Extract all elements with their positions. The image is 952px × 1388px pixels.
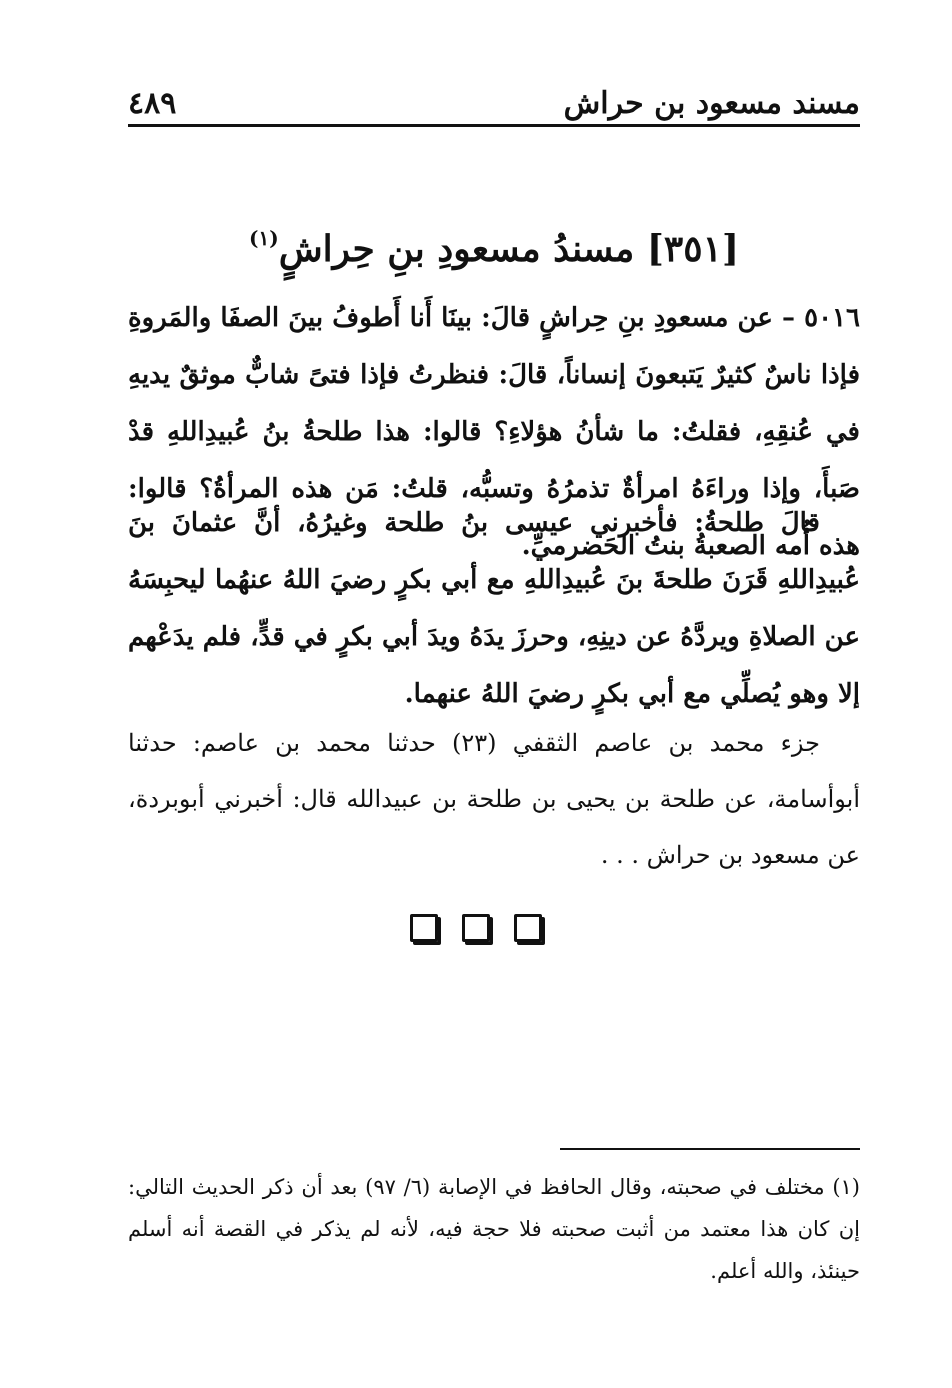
page-number: ٤٨٩ xyxy=(128,86,177,121)
source-paragraph: جزء محمد بن عاصم الثقفي (٢٣) حدثنا محمد بن عاصم: حدثنا أبوأسامة، عن طلحة بن يحيى بن طلحة بن عبيدالله قال: أخبرني أبوبردة، عن مسعود بن حراش . . . xyxy=(128,729,860,869)
footnote-marker: (١) xyxy=(249,226,279,250)
open-square-ornament-icon xyxy=(514,914,542,942)
page-header xyxy=(128,78,860,127)
hadith-number: ٥٠١٦ – xyxy=(782,303,860,333)
hadith-text: عن مسعودِ بنِ حِراشٍ قالَ: بينَا أَنا أَطوفُ بينَ الصفَا والمَروةِ فإذا ناسٌ كثيرٌ يَتبعونَ إنساناً، قالَ: فنظرتُ فإذا فتىً شابٌّ موثقٌ يديهِ في عُنقِهِ، فقلتُ: ما شأنُ هؤلاءِ؟ قالوا: هذا طلحةُ بنُ عُبيدِاللهِ قدْ صَبأَ، وإذا وراءَهُ امرأةٌ تذمرُهُ وتسبُّه، قلتُ: مَن هذه المرأةُ؟ قالوا: هذه أُمه الصعبةُ بنتُ الحَضرميِّ. xyxy=(128,303,860,561)
open-square-ornament-icon xyxy=(462,914,490,942)
section-separator xyxy=(0,914,952,942)
section-title-text: [٣٥١] مسندُ مسعودِ بنِ حِراشٍ xyxy=(278,228,739,270)
footnote-divider xyxy=(560,1148,860,1150)
footnote: (١) مختلف في صحبته، وقال الحافظ في الإصابة (٦/ ٩٧) بعد أن ذكر الحديث التالي: إن كان هذا معتمد من أثبت صحبته فلا حجة فيه، لأنه لم يذكر في القصة أنه أسلم حينئذ، والله أعلم. xyxy=(128,1175,860,1283)
running-title: مسند مسعود بن حراش xyxy=(563,86,860,121)
open-square-ornament-icon xyxy=(410,914,438,942)
commentary-paragraph: قالَ طلحةُ: فأخبرني عيسى بنُ طلحة وغيرُهُ، أنَّ عثمانَ بنَ عُبيدِاللهِ قَرَنَ طلحةَ بنَ عُبيدِاللهِ مع أبي بكرٍ رضيَ اللهُ عنهُما ليحبِسَهُ عن الصلاةِ ويردَّهُ عن دينِهِ، وحرزَ يدَهُ ويدَ أبي بكرٍ في قدٍّ، فلم يدَعْهم إلا وهو يُصلِّي مع أبي بكرٍ رضيَ اللهُ عنهما. xyxy=(128,508,860,709)
section-title xyxy=(128,210,860,277)
